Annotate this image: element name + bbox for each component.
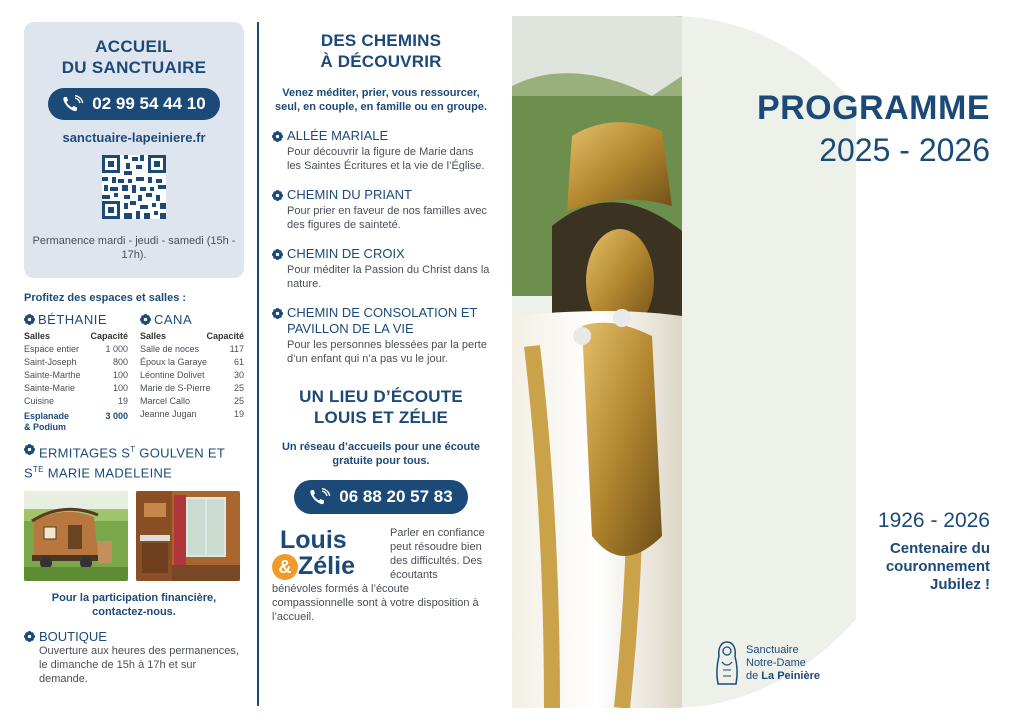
row-name: Marcel Callo: [140, 396, 191, 406]
column-divider: [257, 22, 259, 706]
ecoute-phone-wrap: [272, 480, 490, 514]
row-capacity: 3 000: [105, 411, 128, 421]
programme-title: PROGRAMME: [756, 89, 990, 127]
logo-line3: [746, 670, 820, 683]
row-name: Jeanne Jugan: [140, 409, 197, 419]
row-capacity: 800: [112, 357, 128, 367]
centenaire-text: [878, 540, 990, 594]
sanctuaire-logo: [714, 640, 820, 686]
interior-photo: [136, 491, 240, 581]
flower-icon: [24, 631, 35, 642]
louis-zelie-logo: [272, 526, 384, 582]
logo-louis: Louis: [280, 526, 347, 554]
bethanie-table: [24, 312, 128, 433]
table-row-esplanade: [24, 411, 128, 433]
centenaire-years: 1926 - 2026: [877, 509, 990, 532]
table-row: [24, 382, 128, 395]
row-capacity: 100: [112, 370, 128, 380]
ermitages-photos: [24, 491, 244, 581]
logo-line1: Sanctuaire: [746, 643, 799, 656]
accueil-phone-number: 02 99 54 44 10: [92, 94, 206, 113]
table-row: [24, 343, 128, 356]
accueil-title-line1: ACCUEIL: [95, 37, 173, 56]
ermitages-line1: [39, 441, 225, 461]
ecoute-text: Parler en confiance peut résoudre bien des difficultés. Des écoutants bénévoles formés à l’écoute compassionnelle sont à votre disposition à l’accueil.: [272, 527, 485, 623]
accueil-box: [24, 22, 244, 278]
table-row: [140, 369, 244, 382]
path-text: Pour les personnes blessées par la perte d’un enfant qui n’a pas vu le jour.: [287, 339, 487, 365]
participation-text: Pour la participation financière, contactez-nous.: [51, 591, 217, 618]
path-title: [272, 187, 490, 203]
ermitages-line1-b: GOULVEN ET: [135, 445, 226, 461]
cana-table-header: [140, 330, 244, 343]
flower-icon: [24, 314, 35, 325]
path-title: [272, 246, 490, 262]
row-capacity: 19: [117, 396, 128, 406]
path-title: [272, 305, 490, 337]
path-item: [272, 305, 490, 366]
table-row: [140, 395, 244, 408]
row-capacity: 25: [233, 396, 244, 406]
path-title-text: CHEMIN DE CROIX: [287, 246, 405, 261]
logo-line3-b: La Peinière: [761, 669, 820, 682]
madonna-logo-icon: [714, 640, 740, 686]
ecoute-title: [272, 386, 490, 428]
cana-title: [140, 312, 244, 327]
website-link[interactable]: sanctuaire-lapeiniere.fr: [62, 130, 206, 145]
ecoute-subtitle: Un réseau d’accueils pour une écoute gratuite pour tous.: [281, 441, 481, 467]
ermitages-line1-sup: T: [130, 445, 136, 454]
centenaire-line3: Jubilez !: [929, 576, 990, 593]
caravan-photo: [24, 491, 128, 581]
logo-line2: Notre-Dame: [746, 656, 806, 669]
table-row: [24, 356, 128, 369]
table-row: [24, 369, 128, 382]
ermitages-line2-a: S: [24, 465, 33, 481]
path-item: [272, 187, 490, 232]
chemins-title-line1: DES CHEMINS: [320, 31, 442, 50]
col-salles: Salles: [24, 331, 51, 341]
cana-table: [140, 312, 244, 433]
flower-icon: [272, 308, 283, 319]
row-name: Salle de noces: [140, 344, 200, 354]
bethanie-table-header: [24, 330, 128, 343]
row-capacity: 19: [233, 409, 244, 419]
ecoute-phone-button[interactable]: [294, 480, 468, 514]
table-row: [140, 356, 244, 369]
row-name: Sainte-Marthe: [24, 370, 81, 380]
hours-text: Permanence mardi - jeudi - samedi (15h - 17h).: [32, 235, 236, 261]
louis-zelie-block: [272, 526, 490, 624]
logo-zelie: Zélie: [298, 552, 355, 580]
row-name: Marie de S-Pierre: [140, 383, 211, 393]
row-name: [24, 411, 69, 433]
bethanie-title: [24, 312, 128, 327]
halls-tables: [24, 312, 244, 433]
table-row: [140, 382, 244, 395]
spaces-intro: Profitez des espaces et salles :: [24, 292, 187, 304]
path-title-text: CHEMIN DU PRIANT: [287, 187, 412, 202]
accueil-title: [24, 36, 244, 78]
ermitages-line1-a: ERMITAGES S: [39, 445, 131, 461]
path-title: [272, 128, 490, 144]
row-capacity: 1 000: [105, 344, 128, 354]
qr-code-icon[interactable]: [102, 155, 166, 219]
table-row: [24, 395, 128, 408]
col-capacite: Capacité: [90, 331, 128, 341]
accueil-phone-button[interactable]: [48, 88, 220, 120]
ecoute-title-line2: LOUIS ET ZÉLIE: [313, 408, 449, 427]
path-text: Pour méditer la Passion du Christ dans la nature.: [287, 264, 490, 290]
centenaire-line1: Centenaire du: [889, 540, 990, 557]
path-text: Pour découvrir la figure de Marie dans les Saintes Écritures et la vie de l’Église.: [287, 146, 485, 172]
path-title-text: CHEMIN DE CONSOLATION ET PAVILLON DE LA VIE: [287, 305, 478, 336]
chemins-title: [272, 30, 490, 72]
path-item: [272, 128, 490, 173]
ermitages-text: [24, 441, 226, 482]
row-capacity: 117: [229, 344, 244, 354]
programme-years: 2025 - 2026: [819, 132, 990, 168]
row-capacity: 30: [233, 370, 244, 380]
ermitages-line2: [24, 461, 225, 481]
logo-ampersand: &: [272, 554, 298, 580]
phone-icon: [62, 95, 84, 113]
phone-icon: [309, 488, 331, 506]
path-text: Pour prier en faveur de nos familles avec des figures de sainteté.: [287, 205, 487, 231]
flower-icon: [272, 249, 283, 260]
esplanade-line1: Esplanade: [24, 411, 70, 421]
path-item: [272, 246, 490, 291]
bethanie-title-text: BÉTHANIE: [38, 312, 108, 327]
table-row: [140, 408, 244, 421]
flower-icon: [24, 444, 35, 455]
flower-icon: [272, 131, 283, 142]
middle-column: [272, 30, 490, 624]
ecoute-title-line1: UN LIEU D’ÉCOUTE: [299, 387, 463, 406]
ermitages-title: [24, 441, 244, 482]
row-name: Sainte-Marie: [24, 383, 76, 393]
sanctuaire-logo-text: [746, 644, 820, 683]
boutique-title-text: BOUTIQUE: [39, 628, 107, 644]
row-name: Espace entier: [24, 344, 80, 354]
table-row: [140, 343, 244, 356]
ermitages-line2-b: MARIE MADELEINE: [43, 465, 173, 481]
row-capacity: 25: [233, 383, 244, 393]
row-capacity: 100: [112, 383, 128, 393]
col-capacite: Capacité: [206, 331, 244, 341]
row-name: Époux la Garaye: [140, 357, 208, 367]
centenaire-line2: couronnement: [885, 558, 990, 575]
flower-icon: [272, 190, 283, 201]
row-capacity: 61: [233, 357, 244, 367]
boutique-title: [24, 629, 244, 644]
left-column: [24, 22, 244, 686]
chemins-title-line2: À DÉCOUVRIR: [320, 52, 442, 71]
ermitages-line2-sup: TE: [32, 465, 44, 475]
accueil-title-line2: DU SANCTUAIRE: [61, 58, 207, 77]
cana-title-text: CANA: [154, 312, 193, 327]
logo-line3-a: de: [746, 669, 762, 682]
boutique-text: Ouverture aux heures des permanences, le dimanche de 15h à 17h et sur demande.: [39, 644, 239, 685]
col-salles: Salles: [140, 331, 167, 341]
row-name: Cuisine: [24, 396, 55, 406]
chemins-intro: Venez méditer, prier, vous ressourcer, seul, en couple, en famille ou en groupe.: [274, 87, 488, 113]
flower-icon: [140, 314, 151, 325]
ecoute-phone-number: 06 88 20 57 83: [339, 487, 453, 506]
row-name: Saint-Joseph: [24, 357, 77, 367]
row-name: Léontine Dolivet: [140, 370, 205, 380]
centenaire-block: [878, 508, 990, 594]
path-title-text: ALLÉE MARIALE: [287, 128, 389, 143]
esplanade-line2: & Podium: [24, 422, 66, 432]
programme-block: [757, 88, 990, 170]
